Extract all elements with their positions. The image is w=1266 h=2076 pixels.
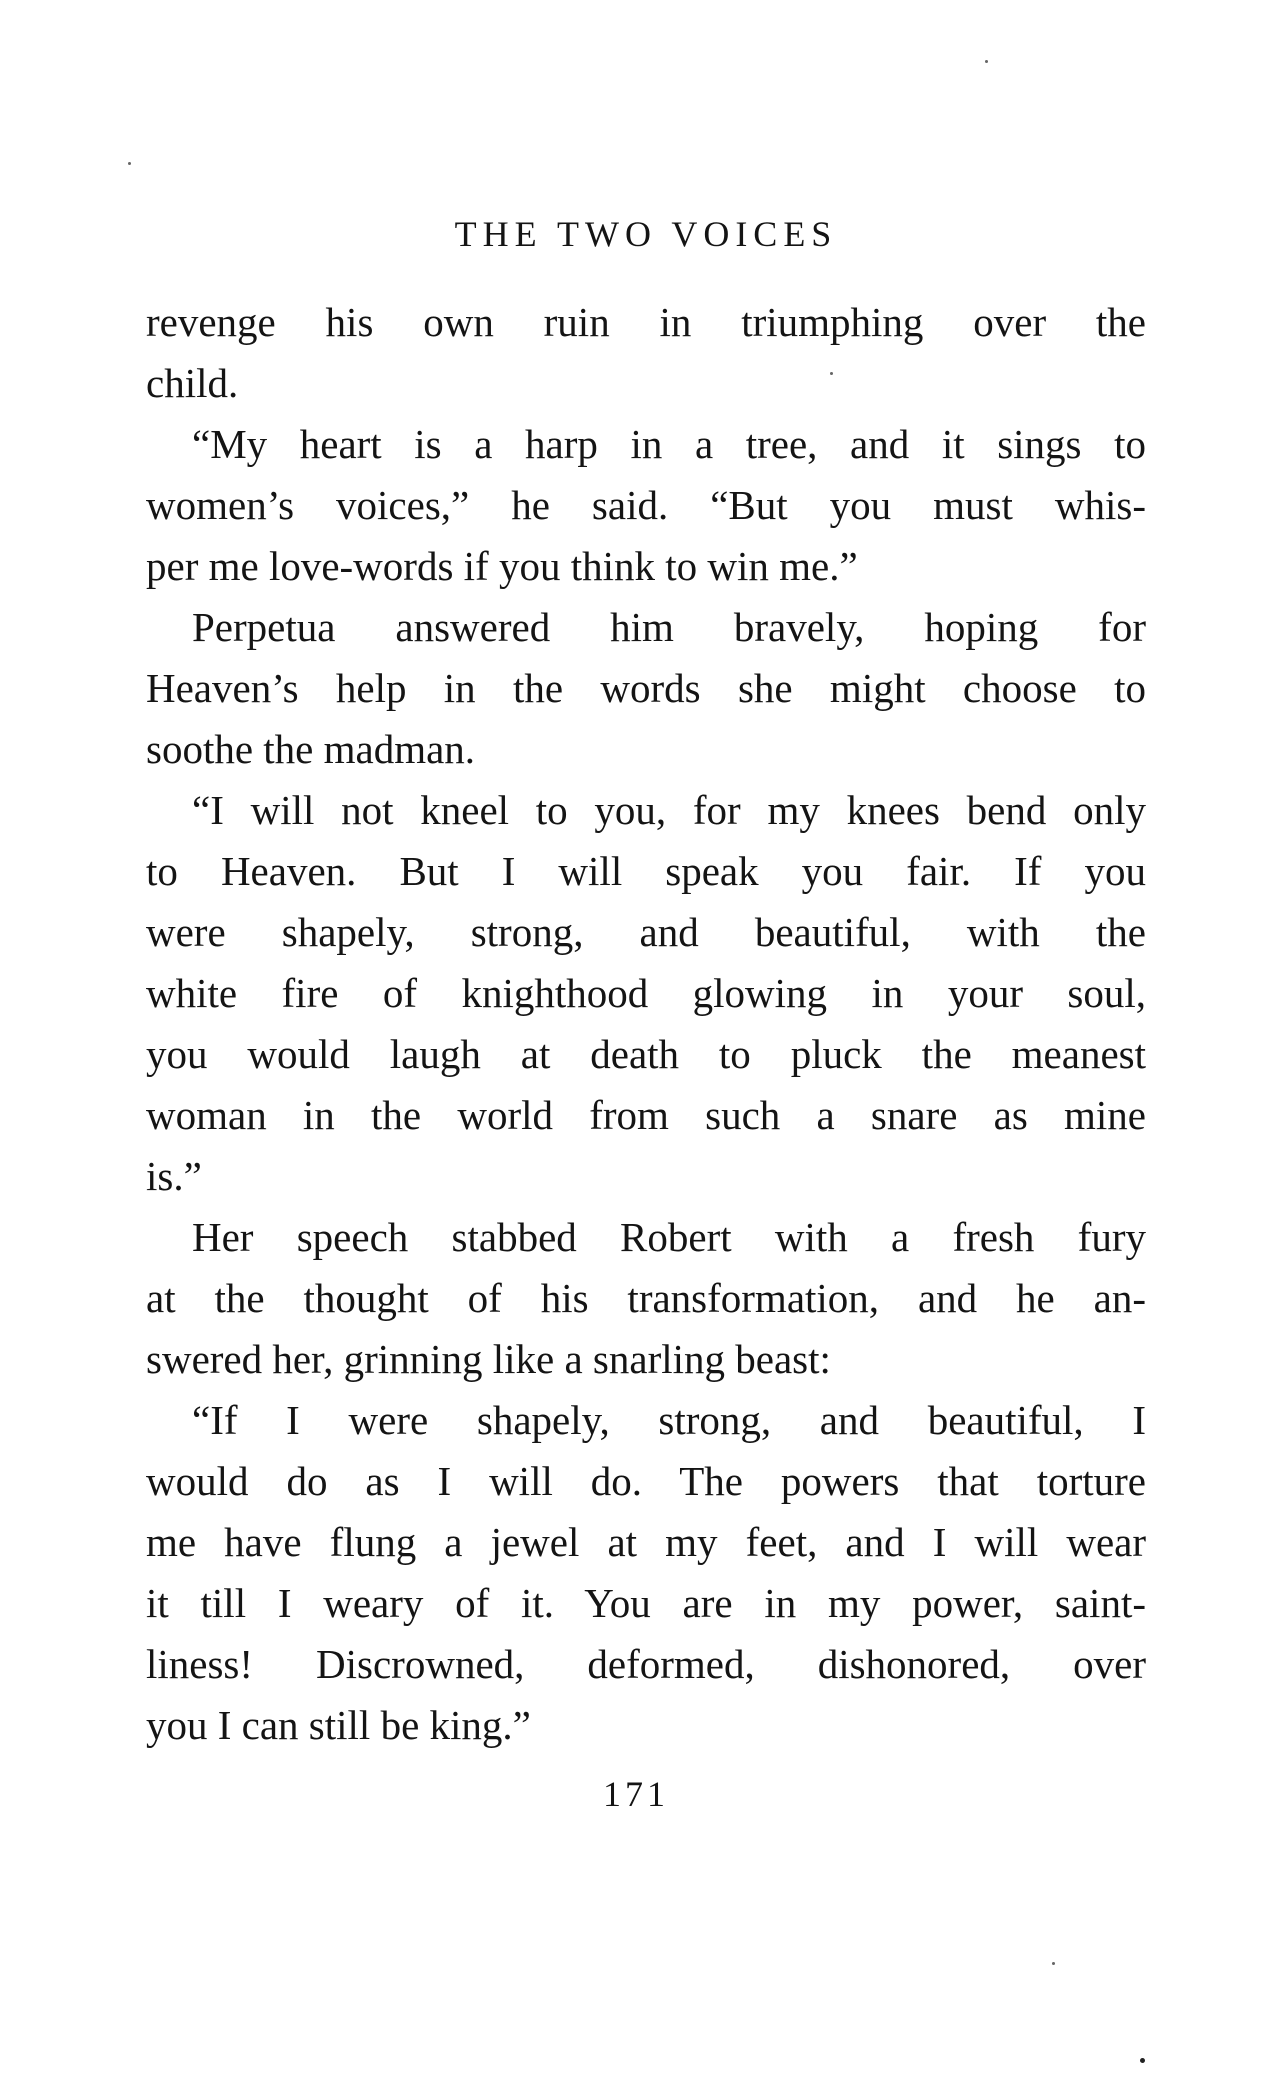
text-line: child. [146, 360, 239, 406]
text-line: to Heaven. But I will speak you fair. If you [146, 848, 1146, 894]
text-line: Perpetua answered him bravely, hoping for [192, 604, 1146, 650]
page-number: 171 [603, 1774, 669, 1814]
text-line: you would laugh at death to pluck the meanest [146, 1031, 1146, 1077]
text-line: woman in the world from such a snare as mine [146, 1092, 1146, 1138]
text-line: white fire of knighthood glowing in your soul, [146, 970, 1146, 1016]
text-line: per me love-words if you think to win me.” [146, 543, 858, 589]
text-line: it till I weary of it. You are in my power, saint- [146, 1580, 1146, 1626]
text-line: you I can still be king.” [146, 1702, 531, 1748]
text-line: Her speech stabbed Robert with a fresh fury [192, 1214, 1146, 1260]
text-line: women’s voices,” he said. “But you must whis- [146, 482, 1146, 528]
scan-speck [128, 162, 131, 165]
running-head: THE TWO VOICES [454, 214, 838, 254]
text-line: me have flung a jewel at my feet, and I will wear [146, 1519, 1146, 1565]
text-line: were shapely, strong, and beautiful, with the [146, 909, 1146, 955]
body-text [146, 292, 1146, 1756]
scan-speck [830, 372, 833, 375]
scan-speck [985, 60, 988, 63]
text-line: liness! Discrowned, deformed, dishonored, over [146, 1641, 1146, 1687]
text-line: “My heart is a harp in a tree, and it sings to [192, 421, 1146, 467]
scan-speck [1052, 1962, 1055, 1965]
text-line: Heaven’s help in the words she might choose to [146, 665, 1146, 711]
text-line: is.” [146, 1153, 202, 1199]
text-line: revenge his own ruin in triumphing over the [146, 299, 1146, 345]
scan-speck [1140, 2058, 1145, 2063]
text-line: “If I were shapely, strong, and beautiful, I [192, 1397, 1146, 1443]
text-line: soothe the madman. [146, 726, 476, 772]
text-line: would do as I will do. The powers that torture [146, 1458, 1146, 1504]
text-line: “I will not kneel to you, for my knees bend only [192, 787, 1146, 833]
text-line: swered her, grinning like a snarling beast: [146, 1336, 831, 1382]
text-line: at the thought of his transformation, and he an- [146, 1275, 1146, 1321]
